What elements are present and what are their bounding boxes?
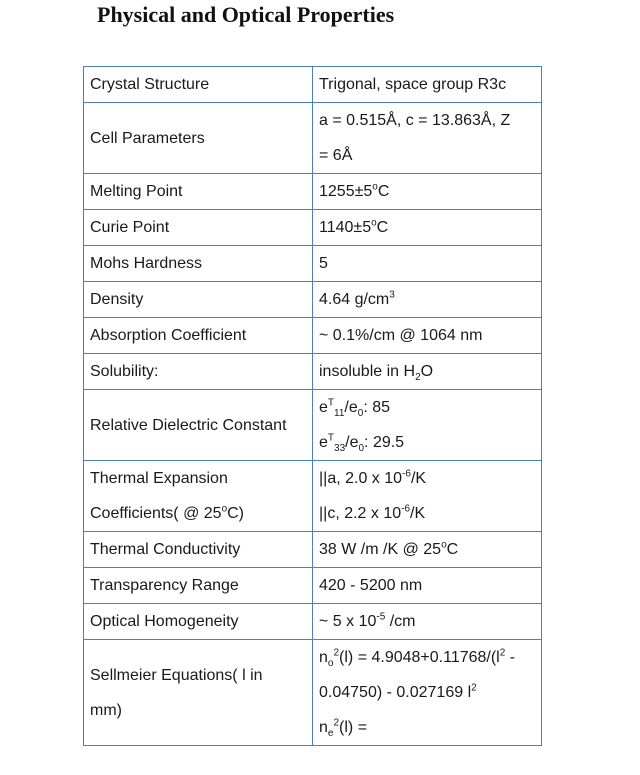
value-line: [319, 496, 535, 531]
table-row: [84, 532, 542, 568]
subscript: 11: [334, 408, 345, 420]
property-name: [84, 461, 313, 532]
property-name: Density: [84, 282, 313, 318]
property-name: Mohs Hardness: [84, 246, 313, 282]
value-text: C: [377, 183, 390, 200]
superscript: 2: [471, 682, 477, 694]
table-row: [84, 604, 542, 640]
key-line: Thermal Expansion: [90, 470, 228, 487]
table-row: [84, 354, 542, 390]
property-value: 420 - 5200 nm: [313, 568, 542, 604]
key-line: Sellmeier Equations( l in: [90, 666, 263, 684]
value-text: /K: [410, 505, 426, 522]
key-line: [90, 496, 306, 531]
table-row: [84, 390, 542, 461]
table-row: [84, 67, 542, 103]
value-text: ||a, 2.0 x 10: [319, 470, 403, 487]
table-row: [84, 103, 542, 174]
value-line: [319, 710, 535, 745]
value-text: /e: [345, 434, 359, 451]
table-row: [84, 461, 542, 532]
property-name: Melting Point: [84, 174, 313, 210]
table-row: [84, 210, 542, 246]
value-text: /K: [410, 470, 427, 487]
superscript: 2: [333, 717, 340, 729]
subscript: o: [327, 658, 334, 670]
property-name: Solubility:: [84, 354, 313, 390]
property-name: Optical Homogeneity: [84, 604, 313, 640]
table-row: [84, 568, 542, 604]
value-text: C: [446, 541, 459, 558]
table-row: [84, 318, 542, 354]
property-value: 5: [313, 246, 542, 282]
property-value: [313, 174, 542, 210]
superscript: T: [327, 397, 335, 409]
subscript: 2: [415, 372, 421, 384]
property-value: ~ 0.1%/cm @ 1064 nm: [313, 318, 542, 354]
superscript: -6: [401, 503, 411, 515]
subscript: 0: [358, 443, 365, 455]
value-text: O: [420, 363, 434, 380]
property-value: [313, 354, 542, 390]
property-value: [313, 532, 542, 568]
subscript: 0: [357, 408, 364, 420]
value-line: [319, 461, 535, 496]
value-line: [319, 640, 535, 675]
property-value: [313, 461, 542, 532]
property-value: [313, 640, 542, 746]
property-value: [313, 390, 542, 461]
value-text: : 85: [363, 399, 390, 416]
value-text: ~ 5 x 10: [319, 613, 377, 630]
property-value: [313, 604, 542, 640]
superscript: T: [327, 432, 335, 444]
value-text: 38 W /m /K @ 25: [319, 541, 442, 558]
key-text: C): [227, 505, 245, 522]
value-text: 1255±5: [319, 183, 373, 200]
value-text: e: [319, 434, 328, 451]
properties-table: [83, 66, 542, 746]
table-row: [84, 174, 542, 210]
property-name: Transparency Range: [84, 568, 313, 604]
value-text: /cm: [385, 613, 416, 630]
property-value: [313, 210, 542, 246]
superscript: 2: [499, 647, 506, 659]
page-title: Physical and Optical Properties: [97, 2, 395, 27]
value-line: = 6Å: [319, 147, 353, 164]
value-text: C: [376, 219, 389, 236]
value-text: n: [319, 719, 328, 736]
property-name: Relative Dielectric Constant: [84, 390, 313, 461]
value-text: (l) = 4.9048+0.11768/(l: [339, 649, 500, 666]
property-name: Thermal Conductivity: [84, 532, 313, 568]
value-text: (l) =: [339, 719, 368, 736]
value-text: 0.04750) - 0.027169 l: [319, 684, 472, 701]
superscript: o: [372, 181, 378, 193]
superscript: 3: [389, 289, 395, 301]
property-name: Cell Parameters: [84, 103, 313, 174]
key-text: Coefficients( @ 25: [90, 505, 222, 522]
superscript: o: [441, 539, 447, 551]
property-value: Trigonal, space group R3c: [313, 67, 542, 103]
property-name: [84, 640, 313, 746]
value-line: [319, 675, 535, 710]
value-line: [319, 425, 535, 460]
superscript: -6: [402, 468, 411, 480]
table-row: [84, 640, 542, 746]
superscript: o: [371, 217, 377, 229]
value-text: 1140±5: [319, 219, 372, 236]
superscript: -5: [376, 611, 386, 623]
subscript: 33: [334, 443, 346, 455]
superscript: 2: [333, 647, 340, 659]
value-text: e: [319, 399, 328, 416]
value-text: /e: [344, 399, 358, 416]
value-text: : 29.5: [364, 434, 405, 451]
value-text: insoluble in H: [319, 363, 416, 380]
value-text: n: [319, 649, 328, 666]
property-name: Curie Point: [84, 210, 313, 246]
property-value: [313, 282, 542, 318]
value-text: -: [505, 649, 516, 666]
property-value: [313, 103, 542, 174]
superscript: o: [221, 503, 228, 515]
value-text: 4.64 g/cm: [319, 291, 390, 308]
property-name: Absorption Coefficient: [84, 318, 313, 354]
value-line: [319, 390, 535, 425]
property-name: Crystal Structure: [84, 67, 313, 103]
value-text: ||c, 2.2 x 10: [319, 505, 402, 522]
value-line: a = 0.515Å, c = 13.863Å, Z: [319, 112, 511, 129]
key-line: mm): [90, 701, 122, 719]
table-row: [84, 246, 542, 282]
table-row: [84, 282, 542, 318]
subscript: e: [327, 728, 334, 740]
